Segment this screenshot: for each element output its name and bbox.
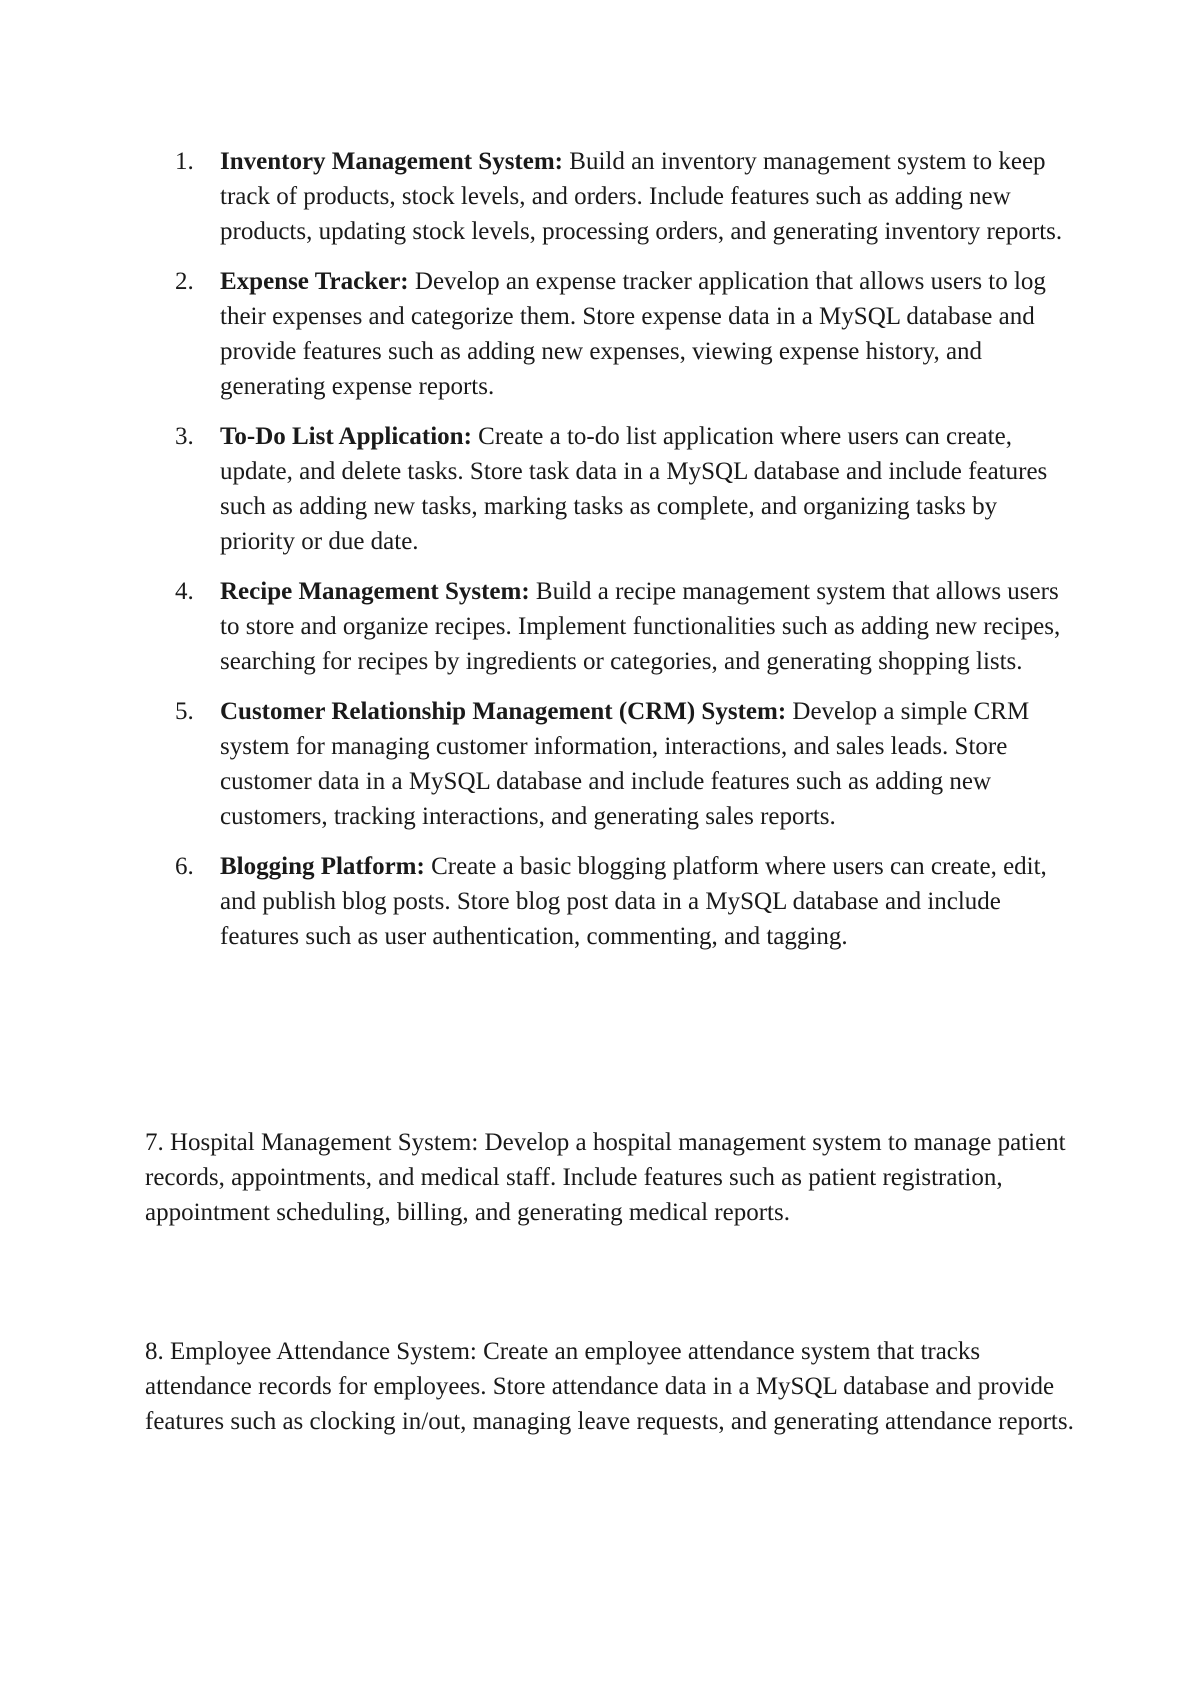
list-item-number: 1.: [175, 148, 194, 175]
list-item-number: 6.: [175, 853, 194, 880]
list-item-body: Create a to-do list application where users can create, update, and delete tasks. Store task data in a MySQL database and include features such as adding new tasks, marking tasks as complete, and organizing tasks by priority or due date.: [220, 423, 1048, 555]
list-item-body: Build an inventory management system to keep track of products, stock levels, and orders. Include features such as adding new products, updating stock levels, processing orders, and generating inventory reports.: [220, 148, 1063, 245]
list-item-title: Expense Tracker:: [220, 268, 409, 295]
list-item-body: Develop an expense tracker application that allows users to log their expenses and categorize them. Store expense data in a MySQL database and provide features such as adding new expenses, viewing expense history, and generating expense reports.: [220, 268, 1046, 400]
list-item-title: To-Do List Application:: [220, 423, 472, 450]
list-item-title: Customer Relationship Management (CRM) System:: [220, 698, 787, 725]
list-item: [145, 144, 1075, 249]
list-item: [145, 419, 1075, 559]
list-item: [145, 264, 1075, 404]
list-item-title: Blogging Platform:: [220, 853, 425, 880]
hospital-management-paragraph: 7. Hospital Management System: Develop a hospital management system to manage patient records, appointments, and medical staff. Include features such as patient registration, appointment scheduling, billing, and generating medical reports.: [145, 1129, 1066, 1226]
list-item-number: 4.: [175, 578, 194, 605]
list-item-body: Build a recipe management system that allows users to store and organize recipes. Implement functionalities such as adding new recipes, searching for recipes by ingredients or categories, and generating shopping lists.: [220, 578, 1061, 675]
list-item: [145, 849, 1075, 954]
list-item-title: Recipe Management System:: [220, 578, 530, 605]
employee-attendance-paragraph: 8. Employee Attendance System: Create an employee attendance system that tracks attendance records for employees. Store attendance data in a MySQL database and provide features such as clocking in/out, managing leave requests, and generating attendance reports.: [145, 1338, 1074, 1435]
list-item-number: 5.: [175, 698, 194, 725]
list-item-number: 2.: [175, 268, 194, 295]
list-item: [145, 574, 1075, 679]
list-item-number: 3.: [175, 423, 194, 450]
list-item-body: Create a basic blogging platform where users can create, edit, and publish blog posts. Store blog post data in a MySQL database and include features such as user authentication, commenting, and tagging.: [220, 853, 1047, 950]
list-item: [145, 694, 1075, 834]
list-item-body: Develop a simple CRM system for managing customer information, interactions, and sales leads. Store customer data in a MySQL database and include features such as adding new customers, tracking interactions, and generating sales reports.: [220, 698, 1030, 830]
project-ideas-list: [145, 144, 1075, 969]
list-item-title: Inventory Management System:: [220, 148, 564, 175]
